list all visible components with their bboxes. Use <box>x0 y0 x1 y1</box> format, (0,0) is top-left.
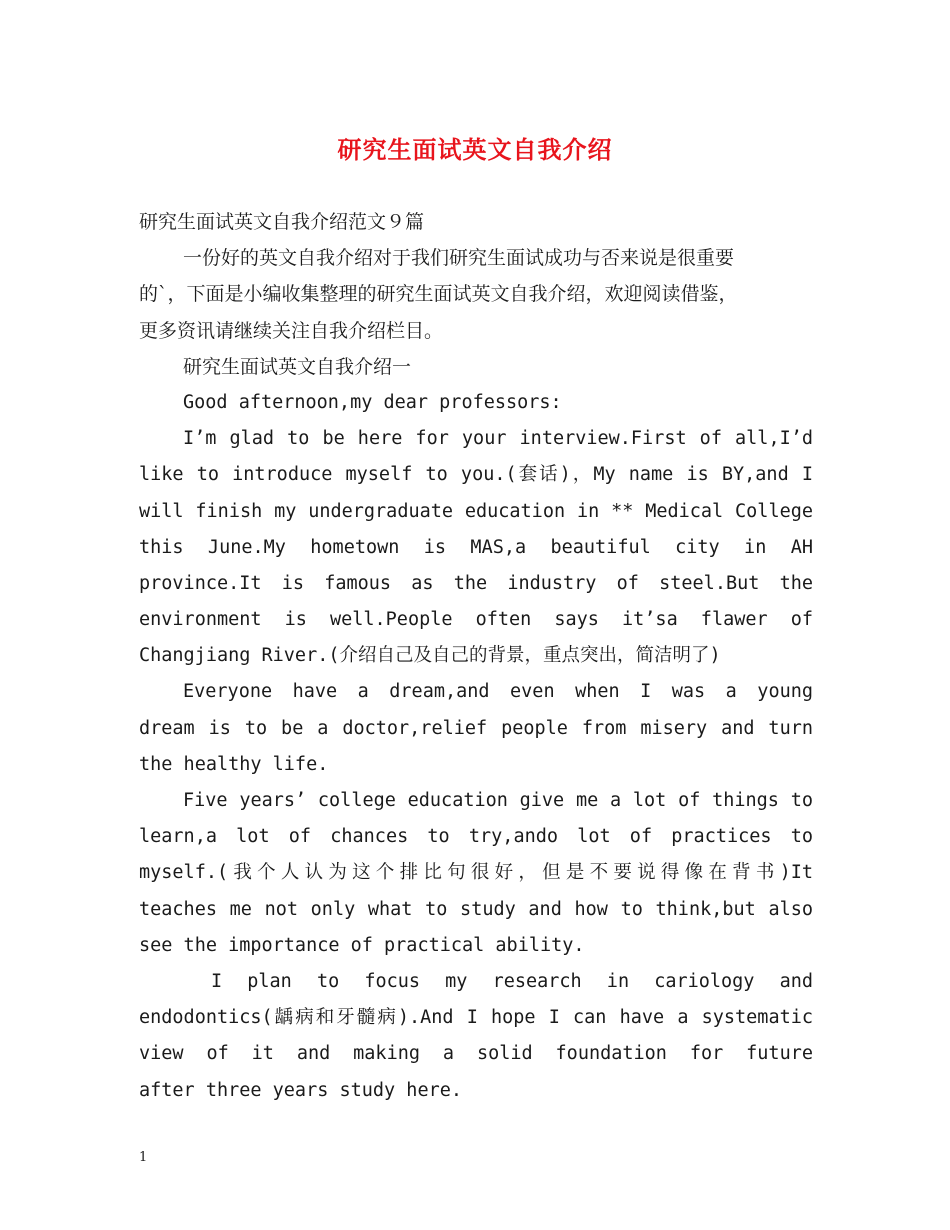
paragraph-line: province.It is famous as the industry of steel.But the <box>139 572 813 594</box>
paragraph-line: the healthy life. <box>139 753 329 775</box>
paragraph-line: I plan to focus my research in cariology and <box>211 970 813 992</box>
document-title: 研究生面试英文自我介绍 <box>337 135 613 164</box>
paragraph-line: endodontics(龋病和牙髓病).And I hope I can have a systematic <box>139 1007 813 1029</box>
paragraph-line: 一份好的英文自我介绍对于我们研究生面试成功与否来说是很重要 <box>183 247 735 270</box>
subtitle-line: 研究生面试英文自我介绍范文９篇 <box>139 211 425 233</box>
paragraph-line: Everyone have a dream,and even when I was a young <box>183 681 813 703</box>
paragraph-line: teaches me not only what to study and how to think,but also <box>139 898 813 920</box>
document-body <box>139 204 813 1109</box>
page-number: 1 <box>139 1150 148 1165</box>
paragraph-line: dream is to be a doctor,relief people from misery and turn <box>139 717 813 739</box>
paragraph-line: 更多资讯请继续关注自我介绍栏目。 <box>139 319 444 342</box>
paragraph-line: Changjiang River.(介绍自己及自己的背景，重点突出，简洁明了) <box>139 645 721 667</box>
paragraph-line: Good afternoon,my dear professors: <box>183 391 562 413</box>
paragraph-line: after three years study here. <box>139 1079 463 1101</box>
paragraph-line: view of it and making a solid foundation for future <box>139 1043 813 1065</box>
paragraph-line: myself.(我个人认为这个排比句很好，但是不要说得像在背书)It <box>139 862 813 884</box>
paragraph-line: learn,a lot of chances to try,ando lot of practices to <box>139 826 813 848</box>
paragraph-line: Five years’ college education give me a lot of things to <box>183 790 813 811</box>
paragraph-line: I’m glad to be here for your interview.First of all,I’d <box>183 428 813 450</box>
paragraph-line: like to introduce myself to you.(套话)，My name is BY,and I <box>139 464 813 486</box>
paragraph-line: see the importance of practical ability. <box>139 934 585 956</box>
paragraph-line: 的`，下面是小编收集整理的研究生面试英文自我介绍，欢迎阅读借鉴， <box>139 283 738 306</box>
section-heading: 研究生面试英文自我介绍一 <box>183 355 412 378</box>
paragraph-line: will finish my undergraduate education in ** Medical College <box>139 500 813 522</box>
paragraph-line: this June.My hometown is MAS,a beautiful city in AH <box>139 536 813 558</box>
paragraph-line: environment is well.People often says it’sa flawer of <box>139 609 813 631</box>
